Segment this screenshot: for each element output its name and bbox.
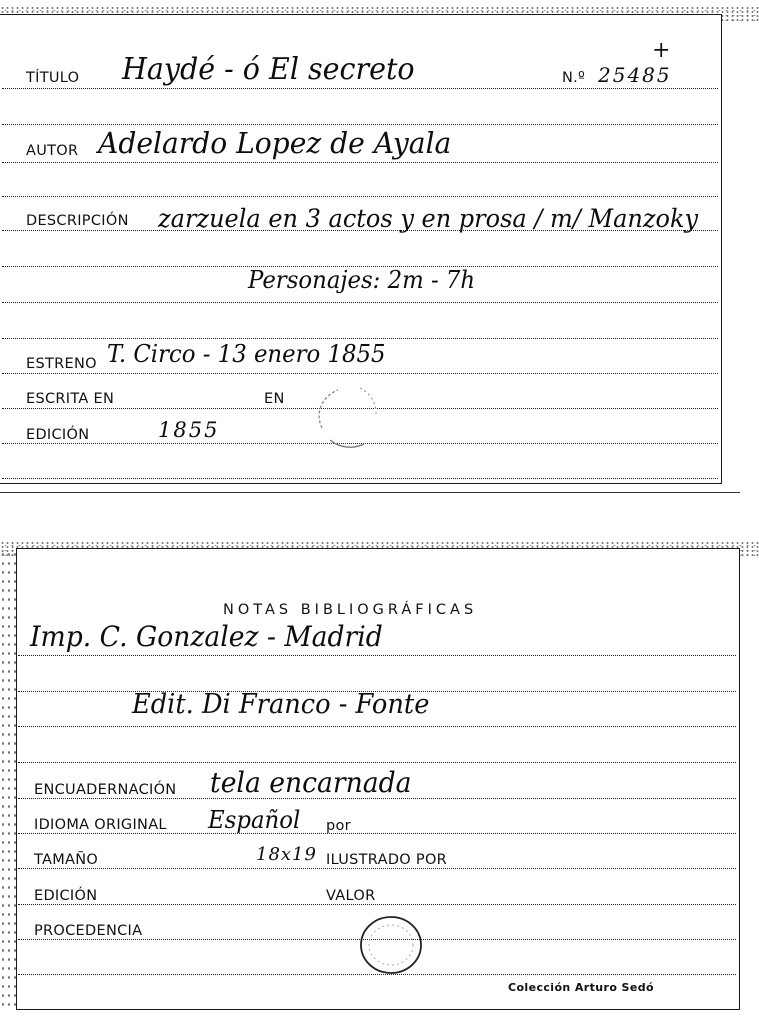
descripcion-value-2: Personajes: 2m - 7h: [248, 266, 476, 294]
tamano-label: TAMAÑO: [34, 852, 99, 868]
faint-stamp: [316, 384, 386, 450]
numero-label: N.º: [562, 70, 586, 86]
ruled-line: [18, 762, 736, 763]
ruled-line: [18, 833, 736, 834]
note-line-2: Edit. Di Franco - Fonte: [132, 689, 430, 720]
escrita-en-label: ESCRITA EN: [26, 391, 115, 407]
estreno-value: T. Circo - 13 enero 1855: [107, 340, 386, 368]
dagger-mark: +: [652, 38, 671, 63]
ruled-line: [2, 373, 718, 374]
titulo-label: TÍTULO: [26, 70, 80, 86]
idioma-value: Español: [208, 806, 301, 834]
encuadernacion-value: tela encarnada: [210, 766, 412, 799]
autor-value: Adelardo Lopez de Ayala: [98, 126, 452, 160]
ruled-line: [18, 868, 736, 869]
ruled-line: [2, 196, 718, 197]
round-seal-stamp: [358, 914, 424, 976]
ruled-line: [2, 162, 718, 163]
procedencia-label: PROCEDENCIA: [34, 923, 143, 939]
descripcion-label: DESCRIPCIÓN: [26, 213, 129, 229]
notas-heading: NOTAS BIBLIOGRÁFICAS: [223, 602, 478, 618]
valor-label: VALOR: [326, 888, 376, 904]
edicion-value: 1855: [158, 418, 220, 442]
edicion-label: EDICIÓN: [26, 427, 90, 443]
estreno-label: ESTRENO: [26, 356, 97, 372]
en-label: EN: [264, 391, 285, 407]
por-label: por: [326, 818, 351, 834]
card-divider: [0, 492, 740, 493]
ruled-line: [2, 302, 718, 303]
scan-noise-side: [0, 550, 16, 1010]
idioma-label: IDIOMA ORIGINAL: [34, 817, 167, 833]
titulo-value: Haydé - ó El secreto: [122, 52, 415, 87]
ruled-line: [2, 478, 718, 479]
autor-label: AUTOR: [26, 143, 79, 159]
ruled-line: [18, 726, 736, 727]
tamano-value: 18x19: [256, 844, 317, 865]
ruled-line: [2, 338, 718, 339]
numero-value: 25485: [598, 63, 672, 87]
ruled-line: [18, 655, 736, 656]
note-line-1: Imp. C. Gonzalez - Madrid: [30, 620, 383, 653]
descripcion-value: zarzuela en 3 actos y en prosa / m/ Manzoky: [158, 204, 699, 233]
ilustrado-label: ILUSTRADO POR: [326, 852, 448, 868]
edicion-back-label: EDICIÓN: [34, 888, 98, 904]
collection-credit: Colección Arturo Sedó: [508, 981, 654, 994]
ruled-line: [2, 124, 718, 125]
encuadernacion-label: ENCUADERNACIÓN: [34, 782, 177, 798]
ruled-line: [18, 904, 736, 905]
ruled-line: [2, 88, 718, 89]
